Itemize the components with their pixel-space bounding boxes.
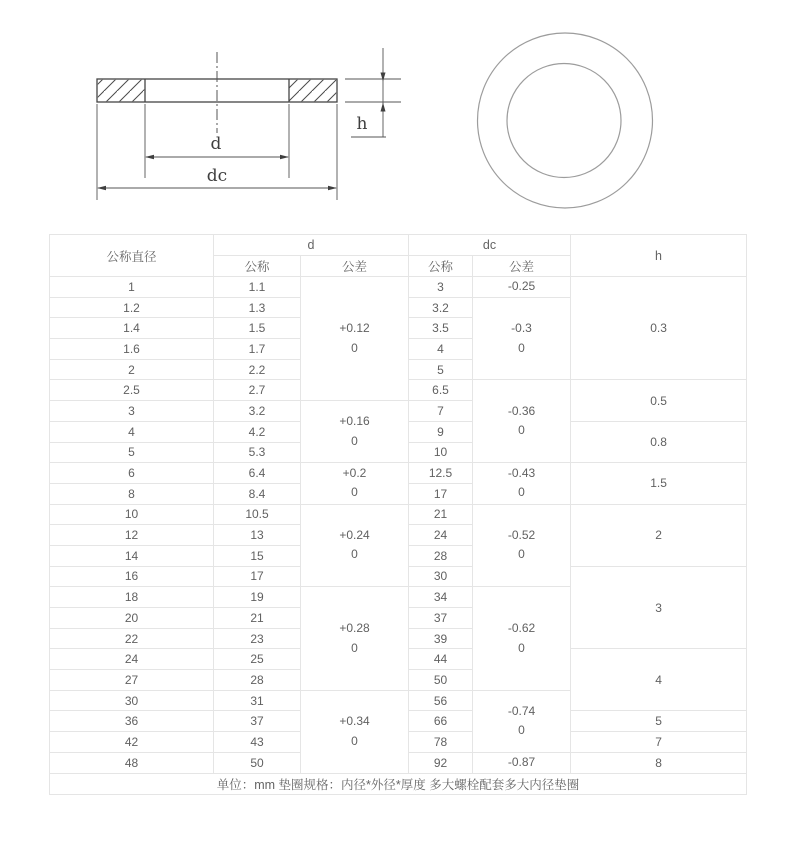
dc-nominal-cell: 24 <box>409 525 473 546</box>
subheader-d-tolerance: 公差 <box>301 256 409 277</box>
dc-nominal-cell: 3 <box>409 277 473 298</box>
h-cell: 4 <box>571 649 747 711</box>
d-nominal-cell: 21 <box>214 608 301 629</box>
dc-nominal-cell: 17 <box>409 483 473 504</box>
table-header <box>50 235 747 277</box>
dc-nominal-cell: 92 <box>409 752 473 773</box>
dc-tolerance-cell: -0.25 <box>473 277 571 298</box>
d-nominal-cell: 2.7 <box>214 380 301 401</box>
table-footnote: 单位：mm 垫圈规格：内径*外径*厚度 多大螺栓配套多大内径垫圈 <box>50 773 747 794</box>
d-nominal-cell: 19 <box>214 587 301 608</box>
subheader-d-nominal: 公称 <box>214 256 301 277</box>
d-nominal-cell: 31 <box>214 690 301 711</box>
dimension-h <box>345 48 401 137</box>
dc-nominal-cell: 6.5 <box>409 380 473 401</box>
d-nominal-cell: 1.1 <box>214 277 301 298</box>
nominal-diameter-cell: 2.5 <box>50 380 214 401</box>
nominal-diameter-cell: 20 <box>50 608 214 629</box>
nominal-diameter-cell: 42 <box>50 732 214 753</box>
dc-nominal-cell: 21 <box>409 504 473 525</box>
d-nominal-cell: 28 <box>214 670 301 691</box>
dc-nominal-cell: 12.5 <box>409 463 473 484</box>
washer-spec-table <box>49 234 747 795</box>
d-nominal-cell: 15 <box>214 545 301 566</box>
h-cell: 0.5 <box>571 380 747 421</box>
nominal-diameter-cell: 8 <box>50 483 214 504</box>
nominal-diameter-cell: 18 <box>50 587 214 608</box>
dc-nominal-cell: 34 <box>409 587 473 608</box>
dc-nominal-cell: 7 <box>409 401 473 422</box>
d-nominal-cell: 50 <box>214 752 301 773</box>
header-d: d <box>214 235 409 256</box>
d-tolerance-cell: +0.12 0 <box>301 277 409 401</box>
table-row <box>50 277 747 298</box>
h-cell: 0.8 <box>571 421 747 462</box>
dc-tolerance-cell: -0.36 0 <box>473 380 571 463</box>
nominal-diameter-cell: 1.4 <box>50 318 214 339</box>
d-tolerance-cell: +0.28 0 <box>301 587 409 690</box>
h-cell: 7 <box>571 732 747 753</box>
d-nominal-cell: 25 <box>214 649 301 670</box>
h-cell: 1.5 <box>571 463 747 504</box>
d-tolerance-cell: +0.24 0 <box>301 504 409 587</box>
d-nominal-cell: 13 <box>214 525 301 546</box>
h-cell: 8 <box>571 752 747 773</box>
nominal-diameter-cell: 48 <box>50 752 214 773</box>
technical-drawing <box>0 0 790 230</box>
nominal-diameter-cell: 2 <box>50 359 214 380</box>
dc-tolerance-cell: -0.74 0 <box>473 690 571 752</box>
nominal-diameter-cell: 30 <box>50 690 214 711</box>
header-nominal-diameter: 公称直径 <box>50 235 214 277</box>
nominal-diameter-cell: 1.6 <box>50 339 214 360</box>
nominal-diameter-cell: 10 <box>50 504 214 525</box>
d-nominal-cell: 5.3 <box>214 442 301 463</box>
h-cell: 5 <box>571 711 747 732</box>
dc-nominal-cell: 28 <box>409 545 473 566</box>
dc-nominal-cell: 3.2 <box>409 297 473 318</box>
table-footer-row <box>50 773 747 794</box>
nominal-diameter-cell: 12 <box>50 525 214 546</box>
d-nominal-cell: 3.2 <box>214 401 301 422</box>
dimension-label-d: d <box>210 134 222 154</box>
dc-nominal-cell: 5 <box>409 359 473 380</box>
dc-tolerance-cell: -0.43 0 <box>473 463 571 504</box>
dc-tolerance-cell: -0.3 0 <box>473 297 571 380</box>
dc-nominal-cell: 39 <box>409 628 473 649</box>
dc-nominal-cell: 9 <box>409 421 473 442</box>
dc-nominal-cell: 44 <box>409 649 473 670</box>
nominal-diameter-cell: 14 <box>50 545 214 566</box>
d-nominal-cell: 4.2 <box>214 421 301 442</box>
d-nominal-cell: 1.3 <box>214 297 301 318</box>
d-nominal-cell: 2.2 <box>214 359 301 380</box>
table-row <box>50 504 747 525</box>
subheader-dc-tolerance: 公差 <box>473 256 571 277</box>
nominal-diameter-cell: 5 <box>50 442 214 463</box>
d-nominal-cell: 43 <box>214 732 301 753</box>
nominal-diameter-cell: 1 <box>50 277 214 298</box>
dc-nominal-cell: 3.5 <box>409 318 473 339</box>
d-nominal-cell: 37 <box>214 711 301 732</box>
dc-nominal-cell: 30 <box>409 566 473 587</box>
d-nominal-cell: 1.7 <box>214 339 301 360</box>
d-nominal-cell: 8.4 <box>214 483 301 504</box>
subheader-dc-nominal: 公称 <box>409 256 473 277</box>
dc-nominal-cell: 37 <box>409 608 473 629</box>
nominal-diameter-cell: 6 <box>50 463 214 484</box>
header-dc: dc <box>409 235 571 256</box>
d-nominal-cell: 6.4 <box>214 463 301 484</box>
dc-tolerance-cell: -0.62 0 <box>473 587 571 690</box>
dc-tolerance-cell: -0.52 0 <box>473 504 571 587</box>
dc-tolerance-cell: -0.87 <box>473 752 571 773</box>
nominal-diameter-cell: 4 <box>50 421 214 442</box>
dimension-label-dc: dc <box>206 166 228 186</box>
nominal-diameter-cell: 16 <box>50 566 214 587</box>
dc-nominal-cell: 78 <box>409 732 473 753</box>
nominal-diameter-cell: 3 <box>50 401 214 422</box>
h-cell: 2 <box>571 504 747 566</box>
h-cell: 0.3 <box>571 277 747 380</box>
dc-nominal-cell: 50 <box>409 670 473 691</box>
header-h: h <box>571 235 747 277</box>
dc-nominal-cell: 66 <box>409 711 473 732</box>
dc-nominal-cell: 56 <box>409 690 473 711</box>
d-tolerance-cell: +0.2 0 <box>301 463 409 504</box>
d-nominal-cell: 1.5 <box>214 318 301 339</box>
nominal-diameter-cell: 1.2 <box>50 297 214 318</box>
dimension-label-h: h <box>356 114 368 134</box>
d-nominal-cell: 17 <box>214 566 301 587</box>
dc-nominal-cell: 10 <box>409 442 473 463</box>
table-row <box>50 463 747 484</box>
nominal-diameter-cell: 36 <box>50 711 214 732</box>
h-cell: 3 <box>571 566 747 649</box>
nominal-diameter-cell: 27 <box>50 670 214 691</box>
dc-nominal-cell: 4 <box>409 339 473 360</box>
d-nominal-cell: 10.5 <box>214 504 301 525</box>
nominal-diameter-cell: 22 <box>50 628 214 649</box>
washer-front-view <box>478 33 653 208</box>
d-tolerance-cell: +0.34 0 <box>301 690 409 773</box>
d-nominal-cell: 23 <box>214 628 301 649</box>
nominal-diameter-cell: 24 <box>50 649 214 670</box>
d-tolerance-cell: +0.16 0 <box>301 401 409 463</box>
